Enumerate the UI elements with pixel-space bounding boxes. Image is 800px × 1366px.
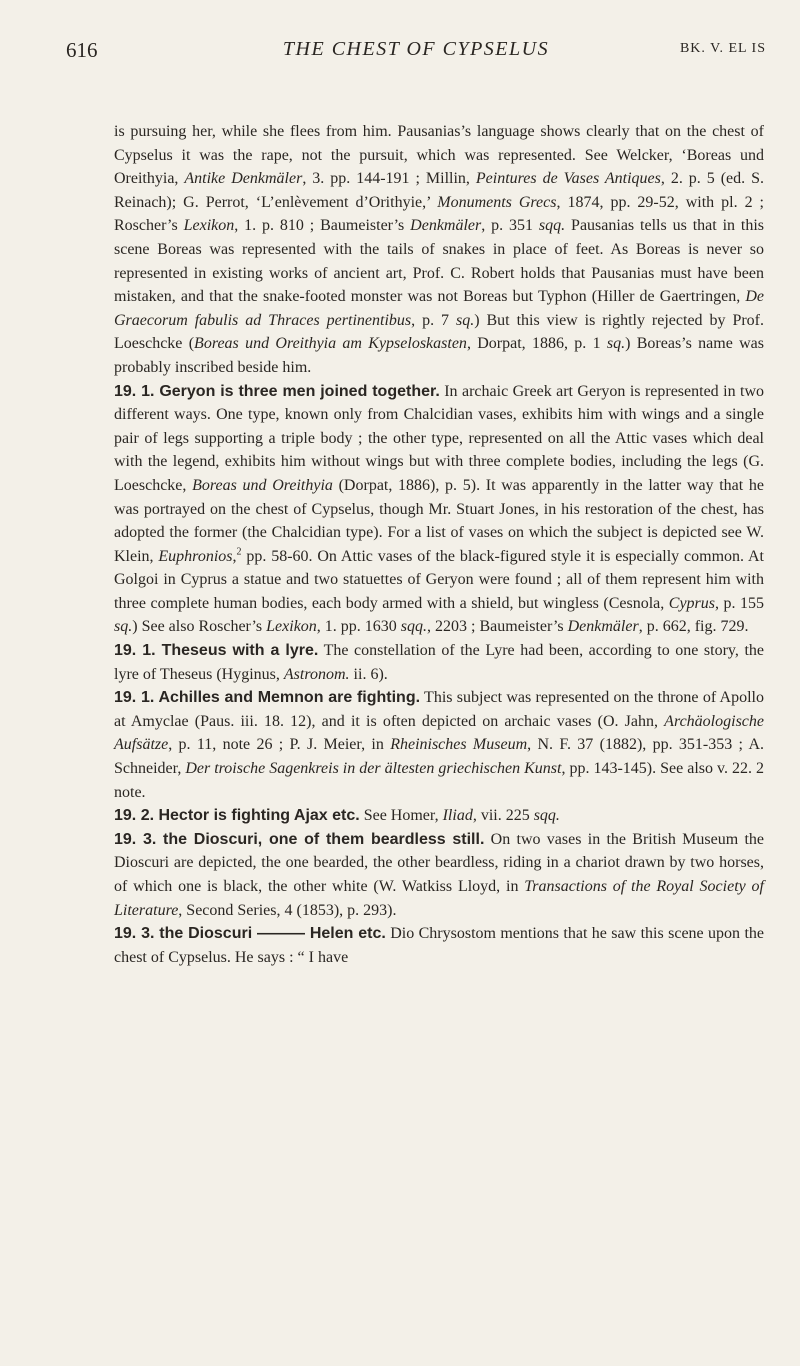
- italic-text: Transactions of the Royal Society of Literature: [114, 878, 765, 919]
- entry-heading: 19. 1. Achilles and Memnon are fighting.: [114, 689, 421, 707]
- paragraph-geryon: [114, 380, 764, 640]
- text-run: , p. 11, note 26 ; P. J. Meier, in: [168, 736, 391, 754]
- text-run: This subject was represented on the throne of Apollo at Amyclae (Paus. iii. 18. 12), and it is often depicted on archaic vases (O. Jahn,: [114, 689, 764, 730]
- paragraph-theseus: [114, 639, 764, 686]
- text-run: , 1. p. 810 ; Baumeister’s: [234, 217, 411, 235]
- text-run: Dio Chrysostom mentions that he saw this scene upon the chest of Cypselus. He says : “ I have: [114, 925, 764, 966]
- text-run: ,: [232, 547, 237, 565]
- text-run: ) Boreas’s name was probably inscribed beside him.: [114, 335, 764, 376]
- text-run: , 2203 ; Baumeister’s: [427, 618, 568, 636]
- text-run: , vii. 225: [472, 807, 534, 825]
- text-run: , 1. pp. 1630: [316, 618, 401, 636]
- entry-heading: 19. 1. Geryon is three men joined together.: [114, 382, 440, 400]
- entry-heading: 19. 2. Hector is fighting Ajax etc.: [114, 807, 360, 825]
- text-run: , p. 662, fig. 729.: [638, 618, 749, 636]
- italic-text: Cyprus: [668, 594, 715, 612]
- text-run: The constellation of the Lyre had been, according to one story, the lyre of Theseus (Hyginus,: [114, 642, 764, 683]
- running-header: [66, 38, 766, 64]
- entry-heading: 19. 3. the Dioscuri ——— Helen etc.: [114, 925, 386, 943]
- superscript: 2: [236, 546, 242, 558]
- text-run: , 3. pp. 144-191 ; Millin,: [302, 170, 476, 188]
- text-run: , N. F. 37 (1882), pp. 351-353 ; A. Schneider,: [114, 736, 764, 778]
- running-title: THE CHEST OF CYPSELUS: [282, 38, 550, 60]
- text-run: , p. 155: [715, 594, 764, 612]
- italic-text: sqq.: [538, 217, 566, 235]
- italic-text: Boreas und Oreithyia: [192, 476, 333, 494]
- text-run: , Dorpat, 1886, p. 1: [466, 335, 607, 353]
- italic-text: Peintures de Vases Antiques: [475, 170, 661, 188]
- italic-text: sq.: [455, 311, 475, 329]
- italic-text: sqq.: [533, 807, 560, 825]
- italic-text: Lexikon: [183, 217, 235, 235]
- entry-heading: 19. 1. Theseus with a lyre.: [114, 642, 319, 660]
- text-run: See Homer,: [359, 807, 443, 825]
- text-run: ii. 6).: [349, 665, 388, 683]
- italic-text: sq.: [114, 618, 133, 636]
- text-run: (Dorpat, 1886), p. 5). It was apparently in the latter way that he was portrayed on the chest of Cypselus, though Mr. Stuart Jones, in his restoration of the chest, has adopted the former (the Chalcidian type). For a list of vases on which the subject is depicted see W. Klein,: [114, 476, 764, 565]
- text-run: Pausanias tells us that in this scene Boreas was represented with the tails of snakes in place of feet. As Boreas is never so represented in existing works of ancient art, Prof. C. Robert holds that Pausanias must have been mistaken, and that the snake-footed monster was not Boreas but Typhon (Hiller de Gaertringen,: [114, 217, 765, 306]
- entry-heading: 19. 3. the Dioscuri, one of them beardless still.: [114, 830, 485, 848]
- book-reference: BK. V. EL IS: [679, 41, 766, 56]
- text-run: ) See also Roscher’s: [132, 618, 267, 636]
- italic-text: Astronom.: [283, 665, 350, 683]
- text-run: , 1874, pp. 29-52, with pl. 2 ; Roscher’s: [114, 193, 765, 235]
- text-run: , p. 7: [411, 311, 456, 329]
- italic-text: Denkmäler: [567, 618, 639, 636]
- italic-text: Antike Denkmäler: [184, 170, 303, 188]
- page-body: [114, 120, 764, 969]
- italic-text: sq.: [606, 335, 626, 353]
- text-run: , p. 351: [481, 217, 539, 235]
- text-run: , 2. p. 5 (ed. S. Reinach); G. Perrot, ‘L’enlèvement d’Orithyie,’: [114, 170, 765, 211]
- text-run: pp. 58-60. On Attic vases of the black-figured style it is especially common. At Golgoi in Cyprus a statue and two statuettes of Geryon were found ; all of them represent him with three complete human bodies, each body armed with a shield, but wingless (Cesnola,: [114, 547, 765, 612]
- paragraph-achilles-memnon: [114, 686, 764, 804]
- page-number: 616: [66, 38, 98, 62]
- italic-text: Rheinisches Museum: [390, 736, 528, 754]
- italic-text: Euphronios: [158, 547, 233, 565]
- text-run: is pursuing her, while she flees from him. Pausanias’s language shows clearly that on the chest of Cypselus it was the rape, not the pursuit, which was represented. See Welcker, ‘Boreas und Oreithyia,: [114, 123, 764, 188]
- text-run: On two vases in the British Museum the Dioscuri are depicted, the one bearded, the other beardless, riding in a chariot drawn by two horses, of which one is black, the other white (W. Watkiss Lloyd, in: [114, 830, 764, 895]
- paragraph-hector-ajax: [114, 804, 764, 828]
- italic-text: Der troische Sagenkreis in der ältesten griechischen Kunst: [185, 760, 562, 778]
- italic-text: De Graecorum fabulis ad Thraces pertinentibus: [114, 288, 764, 329]
- italic-text: Boreas und Oreithyia am Kypseloskasten: [194, 335, 467, 353]
- paragraph-boreas: [114, 120, 764, 380]
- text-run: In archaic Greek art Geryon is represented in two different ways. One type, known only from Chalcidian vases, exhibits him with wings and a single pair of legs supporting a triple body ; the other type, represented on all the Attic vases which deal with the legend, exhibits him without wings but with three complete bodies, including the legs (G. Loeschcke,: [114, 382, 764, 494]
- italic-text: sqq.: [400, 618, 428, 636]
- paragraph-dioscuri-beardless: [114, 828, 764, 922]
- italic-text: Archäologische Aufsätze: [114, 712, 764, 754]
- paragraph-dioscuri-helen: [114, 922, 764, 969]
- italic-text: Monuments Grecs: [437, 193, 557, 211]
- italic-text: Lexikon: [266, 618, 317, 636]
- text-run: , pp. 143-145). See also v. 22. 2 note.: [114, 760, 764, 801]
- italic-text: Denkmäler: [410, 217, 482, 235]
- text-run: , Second Series, 4 (1853), p. 293).: [178, 901, 397, 919]
- italic-text: Iliad: [442, 807, 473, 825]
- text-run: ) But this view is rightly rejected by Prof. Loeschcke (: [114, 311, 764, 353]
